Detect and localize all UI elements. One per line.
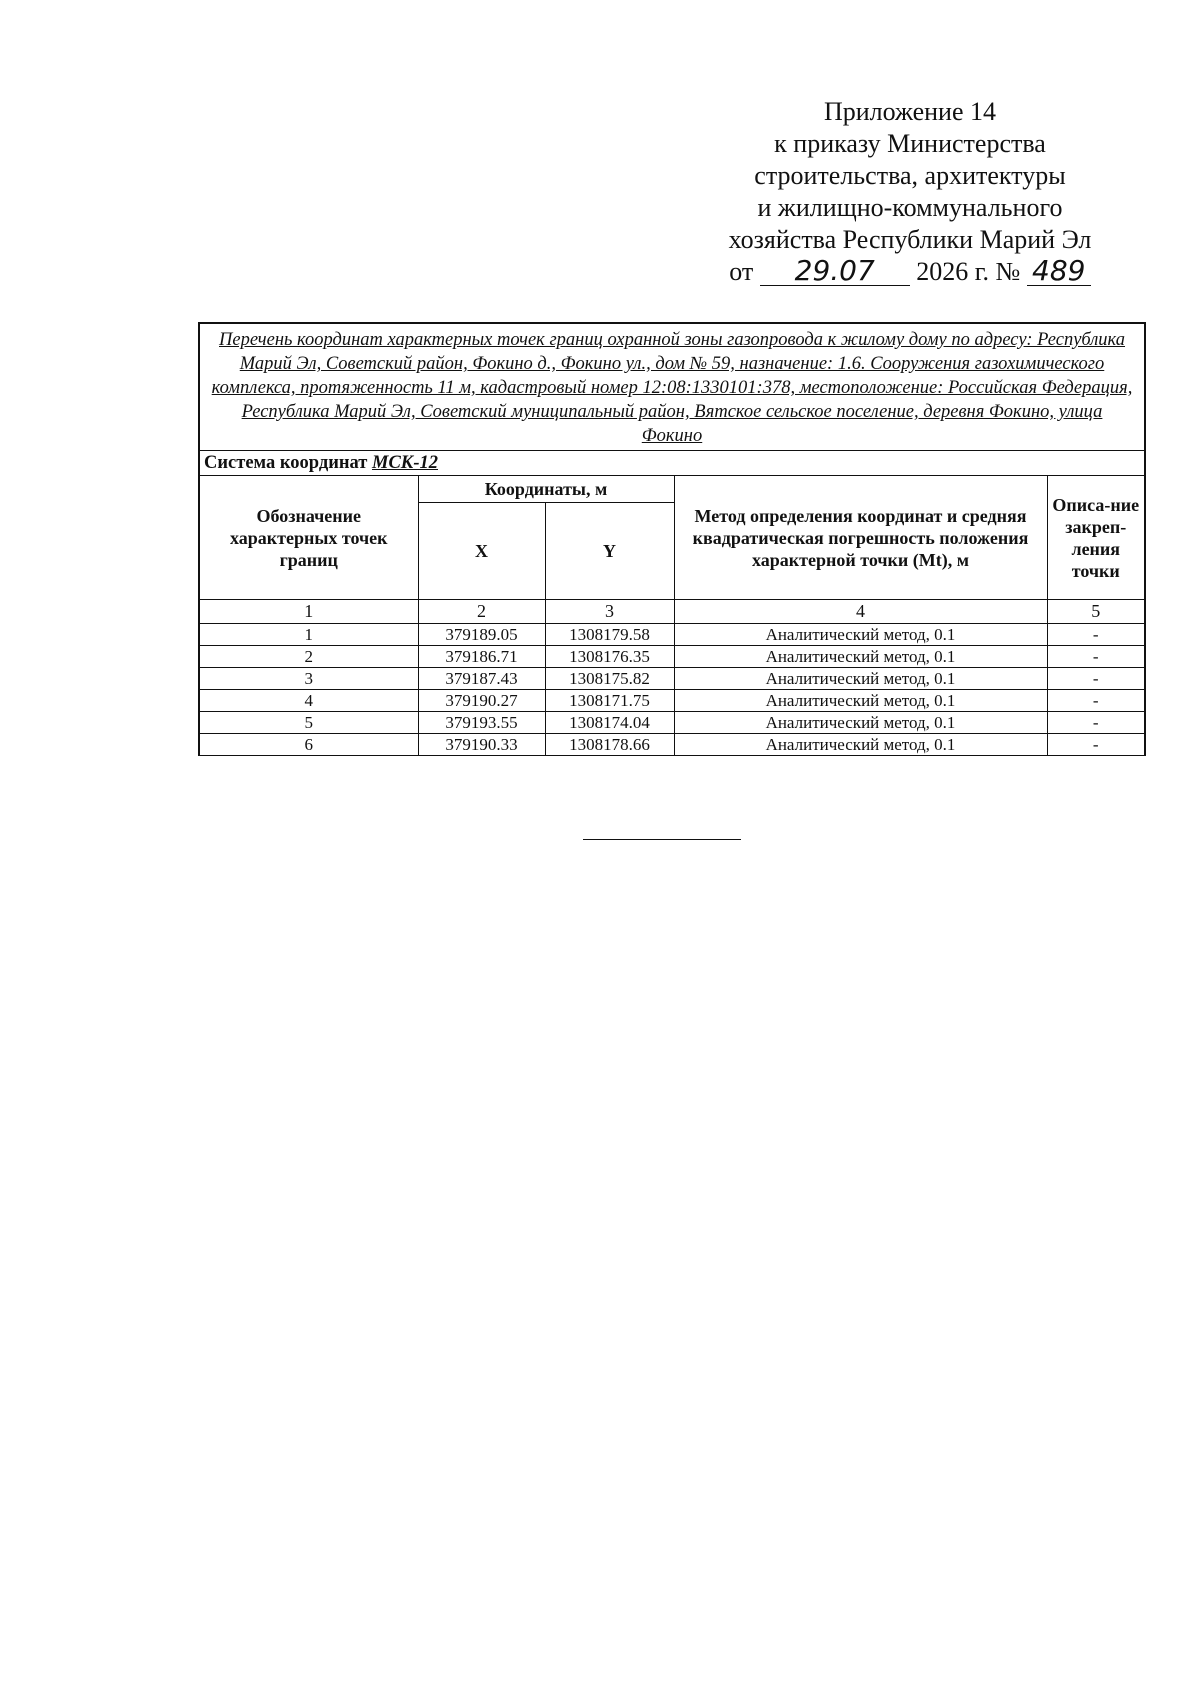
x-cell: 379189.05 xyxy=(418,624,545,646)
description-cell: - xyxy=(1047,646,1145,668)
header-point-designation: Обозначение характерных точек границ xyxy=(199,476,418,600)
appendix-line-2: к приказу Министерства xyxy=(774,129,1046,158)
description-cell: - xyxy=(1047,668,1145,690)
coordinate-system-label: Система координат xyxy=(204,452,368,473)
table-row xyxy=(199,712,1145,734)
method-cell: Аналитический метод, 0.1 xyxy=(674,668,1047,690)
order-date-line xyxy=(700,256,1120,288)
table-row xyxy=(199,624,1145,646)
description-cell: - xyxy=(1047,624,1145,646)
coordinate-system xyxy=(199,451,1145,476)
column-number: 4 xyxy=(674,600,1047,624)
header-x: X xyxy=(418,503,545,600)
x-cell: 379186.71 xyxy=(418,646,545,668)
order-date-handwritten: 29.07 xyxy=(760,257,910,286)
point-cell: 4 xyxy=(199,690,418,712)
point-cell: 6 xyxy=(199,734,418,756)
table-row xyxy=(199,668,1145,690)
closing-rule xyxy=(583,839,741,840)
y-cell: 1308179.58 xyxy=(545,624,674,646)
table-row xyxy=(199,734,1145,756)
method-cell: Аналитический метод, 0.1 xyxy=(674,690,1047,712)
coordinate-system-value: МСК-12 xyxy=(372,452,438,473)
description-cell: - xyxy=(1047,734,1145,756)
appendix-header xyxy=(700,96,1120,288)
method-cell: Аналитический метод, 0.1 xyxy=(674,734,1047,756)
header-method: Метод определения координат и средняя квадратическая погрешность положения характерной точки (Mt), м xyxy=(674,476,1047,600)
column-number: 1 xyxy=(199,600,418,624)
y-cell: 1308176.35 xyxy=(545,646,674,668)
description-cell: - xyxy=(1047,712,1145,734)
header-y: Y xyxy=(545,503,674,600)
point-cell: 1 xyxy=(199,624,418,646)
y-cell: 1308178.66 xyxy=(545,734,674,756)
description-cell: - xyxy=(1047,690,1145,712)
point-cell: 3 xyxy=(199,668,418,690)
appendix-line-3: строительства, архитектуры xyxy=(754,161,1066,190)
x-cell: 379187.43 xyxy=(418,668,545,690)
x-cell: 379190.27 xyxy=(418,690,545,712)
order-number-handwritten: 489 xyxy=(1027,257,1091,286)
coordinates-table xyxy=(198,322,1146,756)
order-year-text: 2026 г. № xyxy=(916,257,1021,286)
y-cell: 1308174.04 xyxy=(545,712,674,734)
header-coordinates: Координаты, м xyxy=(418,476,674,503)
table-row xyxy=(199,690,1145,712)
appendix-line-4: и жилищно-коммунального xyxy=(757,193,1063,222)
appendix-line-5: хозяйства Республики Марий Эл xyxy=(728,225,1092,254)
column-number: 3 xyxy=(545,600,674,624)
column-numbers-row xyxy=(199,600,1145,624)
x-cell: 379190.33 xyxy=(418,734,545,756)
table-caption: Перечень координат характерных точек границ охранной зоны газопровода к жилому дому по адресу: Республика Марий Эл, Советский район, Фокино д., Фокино ул., дом № 59, назначение: 1.6. Сооружения газохимического комплекса, протяженность 11 м, кадастровый номер 12:08:1330101:378, местоположение: Российская Федерация, Республика Марий Эл, Советский муниципальный район, Вятское сельское поселение, деревня Фокино, улица Фокино xyxy=(199,323,1145,451)
column-number: 5 xyxy=(1047,600,1145,624)
column-number: 2 xyxy=(418,600,545,624)
y-cell: 1308175.82 xyxy=(545,668,674,690)
method-cell: Аналитический метод, 0.1 xyxy=(674,712,1047,734)
method-cell: Аналитический метод, 0.1 xyxy=(674,624,1047,646)
date-prefix: от xyxy=(729,257,754,286)
point-cell: 5 xyxy=(199,712,418,734)
header-description: Описа-ние закреп-ления точки xyxy=(1047,476,1145,600)
method-cell: Аналитический метод, 0.1 xyxy=(674,646,1047,668)
y-cell: 1308171.75 xyxy=(545,690,674,712)
appendix-title: Приложение 14 xyxy=(823,97,997,126)
point-cell: 2 xyxy=(199,646,418,668)
table-row xyxy=(199,646,1145,668)
x-cell: 379193.55 xyxy=(418,712,545,734)
